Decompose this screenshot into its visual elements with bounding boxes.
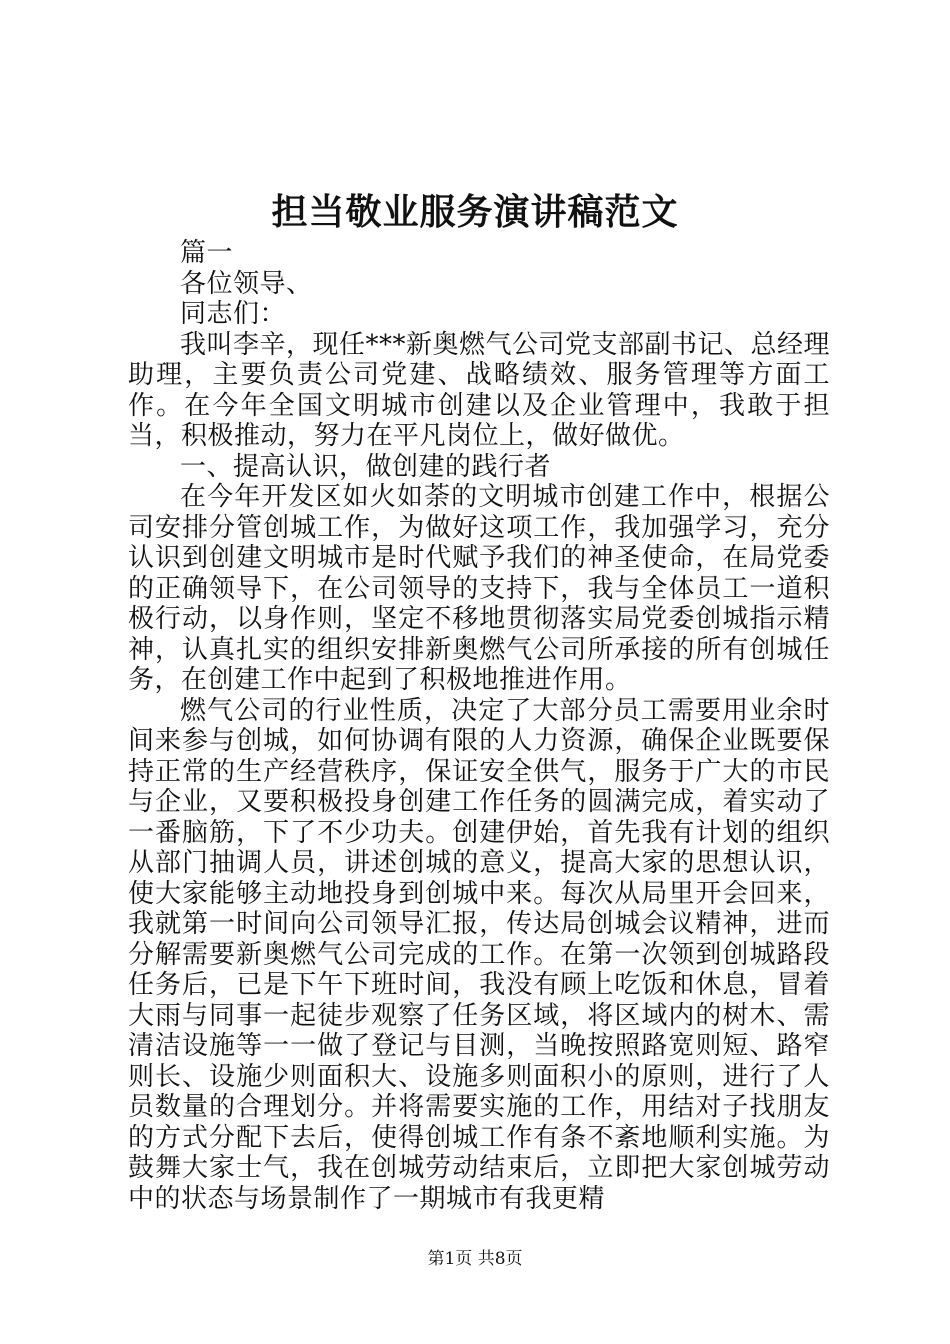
salutation-line: 各位领导、 bbox=[180, 268, 313, 299]
salutation-line: 同志们： bbox=[180, 299, 287, 329]
body-paragraph: 燃气公司的行业性质，决定了大部分员工需要用业余时间来参与创城，如何协调有限的人力资源，确保企业既要保持正常的生产经营秩序，保证安全供气，服务于广大的市民与企业，又要积极投身创建工作任务的圆满完成，着实动了一番脑筋，下了不少功夫。创建伊始，首先我有计划的组织从部门抽调人员，讲述创城的意义，提高大家的思想认识，使大家能够主动地投身到创城中来。每次从局里开会回来，我就第一时间向公司领导汇报，传达局创城会议精神，进而分解需要新奥燃气公司完成的工作。在第一次领到创城路段任务后，已是下午下班时间，我没有顾上吃饭和休息，冒着大雨与同事一起徒步观察了任务区域，将区域内的树木、需清洁设施等一一做了登记与目测，当晚按照路宽则短、路窄则长、设施少则面积大、设施多则面积小的原则，进行了人员数量的合理划分。并将需要实施的工作，用结对子找朋友的方式分配下去后，使得创城工作有条不紊地顺利实施。为鼓舞大家士气，我在创城劳动结束后，立即把大家创城劳动中的状态与场景制作了一期城市有我更精 bbox=[128, 695, 830, 1214]
section-heading: 一、提高认识，做创建的践行者 bbox=[180, 451, 552, 482]
body-paragraph: 在今年开发区如火如荼的文明城市创建工作中，根据公司安排分管创城工作，为做好这项工作，我加强学习，充分认识到创建文明城市是时代赋予我们的神圣使命，在局党委的正确领导下，在公司领导的支持下，我与全体员工一道积极行动，以身作则，坚定不移地贯彻落实局党委创城指示精神，认真扎实的组织安排新奥燃气公司所承接的所有创城任务，在创建工作中起到了积极地推进作用。 bbox=[128, 482, 830, 695]
body-paragraph: 我叫李辛，现任***新奥燃气公司党支部副书记、总经理助理，主要负责公司党建、战略绩效、服务管理等方面工作。在今年全国文明城市创建以及企业管理中，我敢于担当，积极推动，努力在平凡岗位上，做好做优。 bbox=[128, 329, 831, 451]
section-label: 篇一 bbox=[180, 238, 234, 268]
document-body bbox=[128, 238, 830, 1214]
document-title: 担当敬业服务演讲稿范文 bbox=[271, 192, 679, 233]
page-number-footer: 第1页 共8页 bbox=[427, 1249, 523, 1269]
